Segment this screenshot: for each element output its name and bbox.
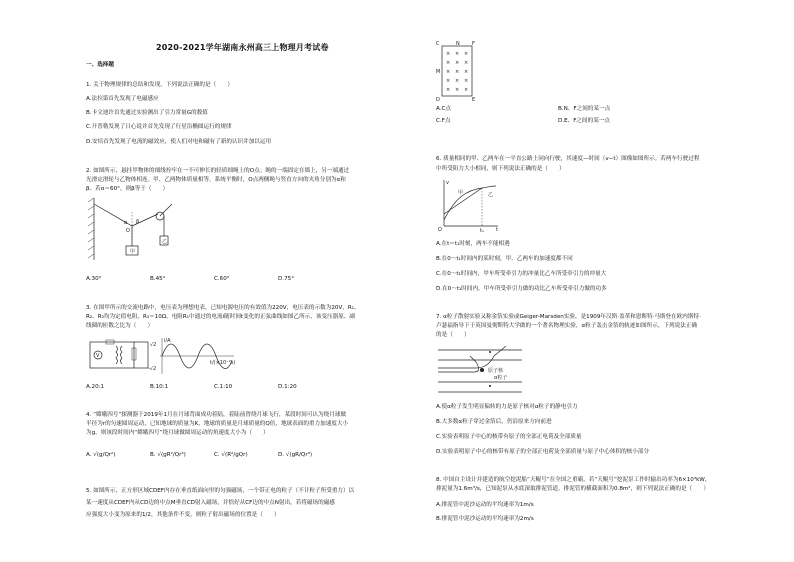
q6-option-a[interactable]: A.在t＝t₁时刻，两车不能相遇: [436, 241, 510, 247]
q5-label-m: M: [436, 69, 441, 75]
q4-line-1: 4. “嫦娥四号”探测器于2019年1月在月球背面成功着陆，着陆前曾绕月球飞行，某段时间可认为绕月球做: [86, 412, 347, 418]
q7-option-d[interactable]: D.实验表明原子中心的核带有原子的全部正电荷及全部质量与原子中心体积的核小部分: [436, 449, 650, 455]
q8-line-1: 8. 中国自主设计并建造的航空挖泥船“天鲲号”在全国之重霸，若“天鲲号”挖泥泵工作时输出功率为6×10³kW，: [436, 477, 711, 483]
q3-option-a[interactable]: A.20:1: [86, 384, 105, 390]
q7-line-2: 卢瑟福指导下于英国曼彻斯特大学做的一个著名物理实验，α粒子轰击金箔的轨迹如图所示，下列说法正确: [436, 323, 698, 329]
field-cross-icon: ×: [446, 51, 451, 57]
q4-option-c[interactable]: C. √(R²/gQr): [214, 452, 248, 458]
q3-option-c[interactable]: C.1:10: [214, 384, 233, 390]
q6-label-yi: 乙: [488, 192, 494, 198]
q7-figure: [436, 342, 532, 398]
q5-label-e: E: [472, 97, 476, 102]
q6-line-2: 中所受阻力大小相同，则下列说法正确的是（ ）: [436, 166, 565, 172]
q3-line-2: R₂、R₃均为定值电阻，R₃＝10Ω，电阻R₁中通过的电流i随时间t变化的正弦曲线如图乙所示，该变压器原、副: [86, 314, 356, 320]
field-cross-icon: ×: [455, 60, 460, 66]
field-cross-icon: ×: [464, 69, 469, 75]
q1-option-c[interactable]: C.开普勒发现了日心说并首先发现了行星沿椭圆运行的规律: [86, 124, 232, 130]
q5-label-d: D: [436, 97, 440, 102]
q4-line-2: 半径为r的匀速圆周运动，已知地球的质量为K，地球的质量是月球质量的Q倍，地球表面的重力加速度大小: [86, 421, 349, 427]
field-cross-icon: ×: [446, 69, 451, 75]
q8-line-2: 排泥量为1.6m³/s，已知泥泵从水底深取排泥管道，排泥管的横截面积为0.8m²，则下列说法正确的是（ ）: [436, 486, 709, 492]
field-cross-icon: ×: [464, 78, 469, 84]
q2-label-alpha: α: [124, 220, 128, 226]
q3-line-3: 线圈的匝数之比为（ ）: [86, 323, 154, 329]
field-cross-icon: ×: [464, 87, 469, 93]
field-cross-icon: ×: [455, 87, 460, 93]
q3-option-b[interactable]: B.10:1: [150, 384, 169, 390]
q2-option-a[interactable]: A.30°: [86, 276, 102, 282]
q1-option-d[interactable]: D.安培首先发现了电流的磁效应，使人们对电和磁有了新的认识并加以运用: [86, 139, 272, 145]
q4-option-d[interactable]: D. √(gR/Qr³): [278, 452, 313, 458]
section-heading: 一、选择题: [86, 62, 114, 68]
field-cross-icon: ×: [455, 78, 460, 84]
q3-axis-t: t/(×10⁻²s): [210, 360, 236, 366]
q2-label-jia: 甲: [130, 249, 136, 255]
q8-option-b[interactable]: B.排泥管中泥沙运动的平均速率为2m/s: [436, 516, 534, 522]
q5-label-f: F: [472, 41, 475, 47]
q2-option-d[interactable]: D.75°: [278, 276, 295, 282]
q4-line-3: 为g，则该段时间内“嫦娥四号”绕月球做圆周运动的角速度大小为（ ）: [86, 430, 269, 436]
field-cross-icon: ×: [464, 60, 469, 66]
q6-figure: [436, 176, 502, 232]
q5-line-3: 应强度大小变为原来的1/2，其他条件不变，则粒子射出磁场的位置是（ ）: [86, 512, 280, 518]
q6-label-t1: t₁: [480, 228, 484, 232]
field-cross-icon: ×: [446, 60, 451, 66]
page-title: 2020-2021学年湖南永州高三上物理月考试卷: [156, 43, 329, 52]
q7-line-1: 7. α粒子散射实验又称金箔实验或Geiger-Marsden实验，是1909年汉斯·盖革和恩斯特·马斯登在欧内斯特·: [436, 314, 701, 320]
field-cross-icon: ×: [446, 78, 451, 84]
q5-figure: [436, 40, 476, 102]
q7-label-nucleus: 原子核: [488, 368, 504, 374]
q2-line-3: β。若α＝60°，则β等于（ ）: [86, 186, 169, 192]
q2-label-o: O: [126, 228, 130, 234]
q5-option-b[interactable]: B.N、F之间的某一点: [558, 106, 611, 112]
q7-option-c[interactable]: C.实验表明原子中心的核带有原子的全部正电荷及全部质量: [436, 434, 582, 440]
q5-line-1: 5. 如图所示，正方形区域CDEF内存在垂直纸面向里的匀强磁场，一个带正电的粒子（不计粒子所受重力）以: [86, 488, 355, 494]
q5-line-2: 某一速度从CDEF内从CD边的中点M垂直CD射入磁场，并恰好从CF边的中点N射出，若将磁场的磁感: [86, 500, 335, 506]
q7-line-3: 的是（ ）: [436, 332, 470, 338]
q3-label-sqrt2: √2: [150, 342, 157, 348]
q7-option-b[interactable]: B.大多数α粒子穿过金箔后，仍沿原来方向前进: [436, 419, 552, 425]
q2-line-2: 光滑定滑轮与乙物体相连。甲、乙两物体质量相等。系统平衡时，O点两侧绳与竖直方向的夹角分别为α和: [86, 177, 346, 183]
q1-option-a[interactable]: A.法拉第首先发现了电磁感应: [86, 96, 159, 102]
q2-label-beta: β: [136, 219, 140, 225]
left-column: [86, 0, 412, 562]
q8-option-a[interactable]: A.排泥管中泥沙运动的平均速率为1m/s: [436, 502, 534, 508]
q1-stem: 1. 关于物理规律的总结和发现，下列说法正确的是（ ）: [86, 82, 233, 88]
q2-label-yi: 乙: [162, 239, 168, 245]
field-cross-icon: ×: [446, 87, 451, 93]
q5-option-a[interactable]: A.C点: [436, 106, 452, 112]
q6-axis-v: v: [446, 180, 449, 186]
q3-figure: [88, 336, 238, 376]
q3-axis-i: i/A: [164, 338, 171, 344]
q4-option-a[interactable]: A. √(g/Qr²): [86, 452, 116, 458]
field-cross-icon: ×: [455, 51, 460, 57]
q7-option-a[interactable]: A.使α粒子发生明显偏转的力是原子核对α粒子的静电引力: [436, 404, 578, 410]
q1-option-b[interactable]: B.卡文迪许首先通过实验测出了引力常量G的数值: [86, 110, 208, 116]
q2-option-b[interactable]: B.45°: [150, 276, 166, 282]
q3-option-d[interactable]: D.1:20: [278, 384, 297, 390]
q3-label-neg-sqrt2: -√2: [148, 366, 157, 372]
q7-label-alpha: α粒子: [494, 375, 508, 381]
q2-figure: [88, 196, 178, 262]
field-cross-icon: ×: [464, 51, 469, 57]
q6-option-b[interactable]: B.在0～t₁时间内的某时刻，甲、乙两车的加速度都不同: [436, 256, 573, 262]
q6-option-d[interactable]: D.在0～t₁时间内，甲车所受牵引力做的功比乙车所受牵引力做的功多: [436, 286, 607, 292]
q5-label-c: C: [436, 41, 440, 47]
q6-label-jia: 甲: [458, 190, 464, 196]
field-cross-icon: ×: [455, 69, 460, 75]
q6-option-c[interactable]: C.在0～t₁时间内，甲车所受牵引力的冲量比乙车所受牵引力的冲量大: [436, 271, 607, 277]
q5-label-n: N: [456, 41, 460, 47]
q3-label-v: V: [96, 353, 100, 359]
q4-option-b[interactable]: B. √(gR²/Qr³): [150, 452, 186, 458]
q2-option-c[interactable]: C.60°: [214, 276, 230, 282]
q5-option-d[interactable]: D.E、F之间的某一点: [558, 118, 610, 124]
q5-option-c[interactable]: C.F点: [436, 118, 451, 124]
q6-axis-t: t: [496, 227, 498, 232]
q2-line-1: 2. 如图所示，悬挂甲物体的细线拴牢在一不可伸长的轻质细绳上的O点；绳的一端固定在墙上，另一端通过: [86, 168, 350, 174]
q6-origin: O: [438, 227, 442, 232]
right-column: [432, 0, 768, 562]
q6-line-1: 6. 质量相同的甲、乙两车在一平直公路上同向行驶，其速度—时间（v−t）图像如图所示。若两车行驶过程: [436, 156, 700, 162]
q3-line-1: 3. 在图甲所示的交流电路中，电压表为理想电表，已知电源电压的有效值为220V，电压表的示数为20V，R₁、: [86, 305, 360, 311]
